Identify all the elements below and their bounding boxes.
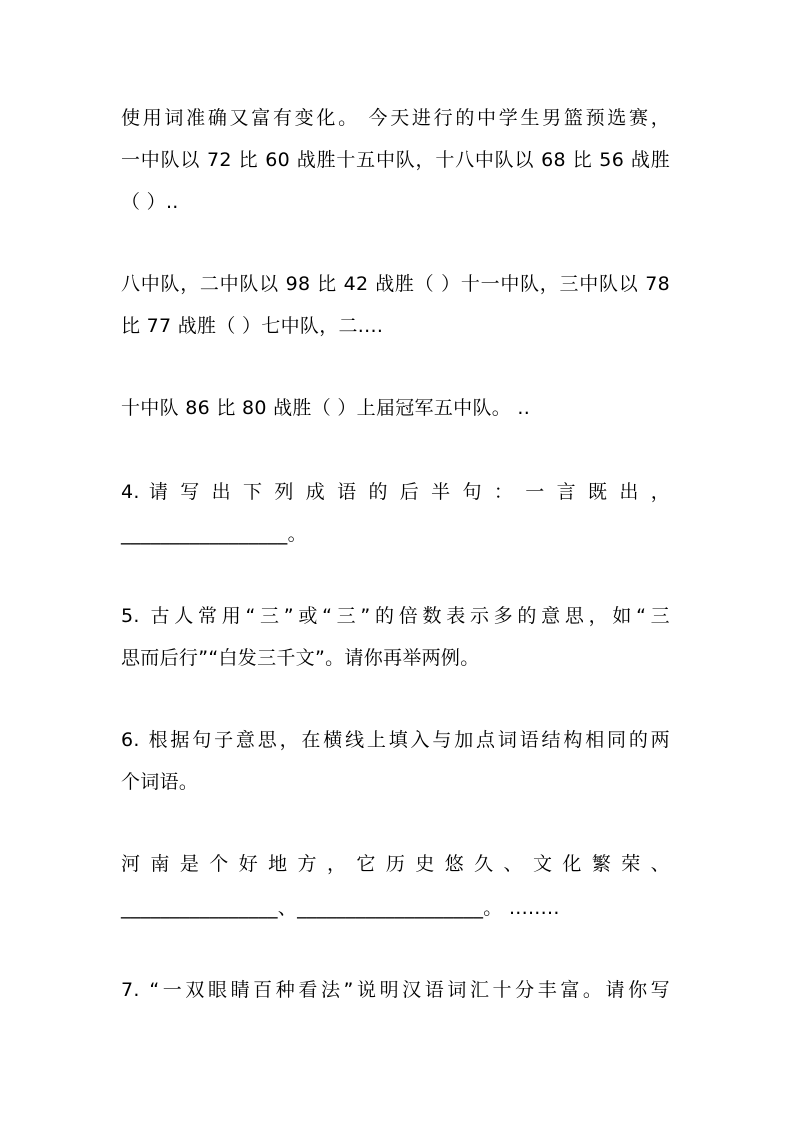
question-4-line-1: 4. 请 写 出 下 列 成 语 的 后 半 句 ： 一 言 既 出 ，: [121, 481, 670, 503]
question-5-line-1: 5. 古人常用“三”或“三”的倍数表示多的意思，如“三: [121, 605, 670, 627]
question-7-line-1: 7. “一双眼睛百种看法”说明汉语词汇十分丰富。请你写: [121, 979, 670, 1001]
question-6-line-2: 个词语。: [121, 771, 199, 793]
question-6-line-1: 6. 根据句子意思，在横线上填入与加点词语结构相同的两: [121, 729, 670, 751]
text-line-1: 使用词准确又富有变化。 今天进行的中学生男篮预选赛，: [121, 107, 670, 129]
answer-blanks-6: ________________、___________________。 ........: [121, 897, 560, 919]
text-line-2: 一中队以 72 比 60 战胜十五中队，十八中队以 68 比 56 战胜: [121, 149, 670, 171]
example-sentence-line: 河 南 是 个 好 地 方 ， 它 历 史 悠 久 、 文 化 繁 荣 、: [121, 853, 670, 875]
text-line-3: （ ）..: [121, 191, 179, 213]
text-line-6: 十中队 86 比 80 战胜（ ）上届冠军五中队。 ..: [121, 397, 531, 419]
answer-blank-4: _________________。: [121, 523, 307, 545]
text-line-5: 比 77 战胜（ ）七中队，二....: [121, 315, 384, 337]
question-5-line-2: 思而后行”“白发三千文”。请你再举两例。: [121, 647, 480, 669]
text-line-4: 八中队，二中队以 98 比 42 战胜（ ）十一中队，三中队以 78: [121, 273, 670, 295]
